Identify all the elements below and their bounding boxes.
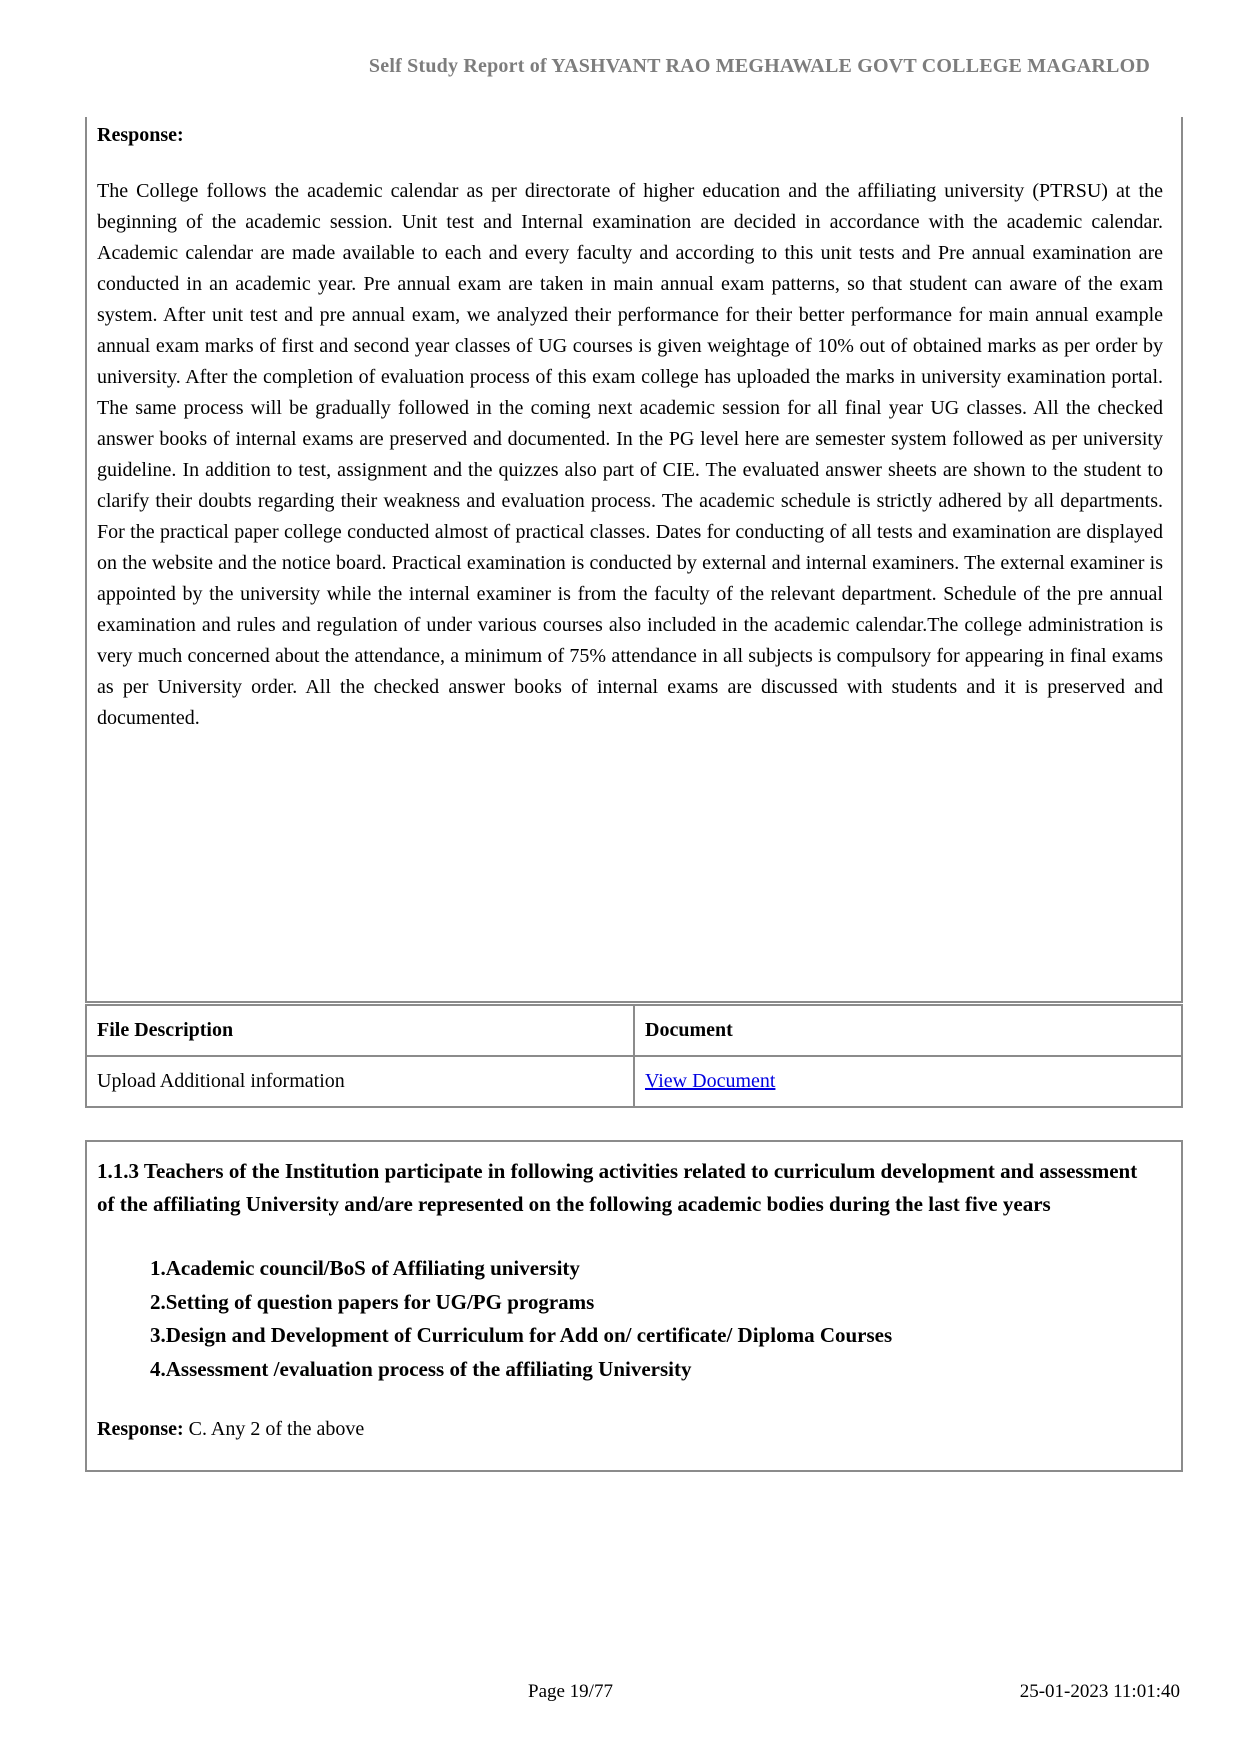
option-number: 4. [150,1356,166,1381]
view-document-link[interactable]: View Document [645,1070,776,1092]
cell-file-description: Upload Additional information [86,1056,634,1107]
response-label: Response: [97,124,184,146]
question-1-1-3-section [85,1140,1183,1472]
option-text: Setting of question papers for UG/PG programs [165,1289,595,1314]
option-text: Assessment /evaluation process of the affiliating University [165,1356,692,1381]
column-header-document: Document [634,1005,1182,1056]
response-section [85,117,1183,1003]
table-row [86,1056,1182,1107]
option-text: Design and Development of Curriculum for Add on/ certificate/ Diploma Courses [165,1323,893,1347]
question-heading: 1.1.3 Teachers of the Institution participate in following activities related to curriculum development and assessment of the affiliating University and/are represented on the following academic bodies during the last five years [97,1159,1138,1216]
option-number: 2. [150,1289,166,1314]
list-item [150,1252,1155,1286]
question-response-line [97,1418,1155,1441]
file-description-table [85,1004,1183,1108]
question-response-value: C. Any 2 of the above [188,1418,365,1440]
option-number: 3. [150,1323,166,1347]
table-header-row [86,1005,1182,1056]
footer-page-number: Page 19/77 [528,1681,613,1702]
report-header-title: Self Study Report of YASHVANT RAO MEGHAWALE GOVT COLLEGE MAGARLOD [368,55,1150,77]
list-item [150,1286,1155,1320]
footer-timestamp: 25-01-2023 11:01:40 [1019,1681,1180,1702]
question-options-list [97,1252,1155,1386]
cell-document [634,1056,1182,1107]
response-body-text: The College follows the academic calendar as per directorate of higher education and the affiliating university (PTRSU) at the beginning of the academic session. Unit test and Internal examination are decided in accordance with the academic calendar. Academic calendar are made available to each and every faculty and according to this unit tests and Pre annual examination are conducted in an academic year. Pre annual exam are taken in main annual exam patterns, so that student can aware of the exam system. After unit test and pre annual exam, we analyzed their performance for their better performance for main annual example annual exam marks of first and second year classes of UG courses is given weightage of 10% out of obtained marks as per order by university. After the completion of evaluation process of this exam college has uploaded the marks in university examination portal. The same process will be gradually followed in the coming next academic session for all final year UG classes. All the checked answer books of internal exams are preserved and documented. In the PG level here are semester system followed as per university guideline. In addition to test, assignment and the quizzes also part of CIE. The evaluated answer sheets are shown to the student to clarify their doubts regarding their weakness and evaluation process. The academic schedule is strictly adhered by all departments. For the practical paper college conducted almost of practical classes. Dates for conducting of all tests and examination are displayed on the website and the notice board. Practical examination is conducted by external and internal examiners. The external examiner is appointed by the university while the internal examiner is from the faculty of the relevant department. Schedule of the pre annual examination and rules and regulation of under various courses also included in the academic calendar.The college administration is very much concerned about the attendance, a minimum of 75% attendance in all subjects is compulsory for appearing in final exams as per University order. All the checked answer books of internal exams are discussed with students and it is preserved and documented. [97,180,1163,729]
question-response-label: Response: [97,1418,184,1440]
list-item [150,1319,1155,1353]
list-item [150,1353,1155,1387]
option-number: 1. [150,1256,166,1280]
column-header-file-description: File Description [86,1005,634,1056]
option-text: Academic council/BoS of Affiliating university [165,1256,580,1280]
